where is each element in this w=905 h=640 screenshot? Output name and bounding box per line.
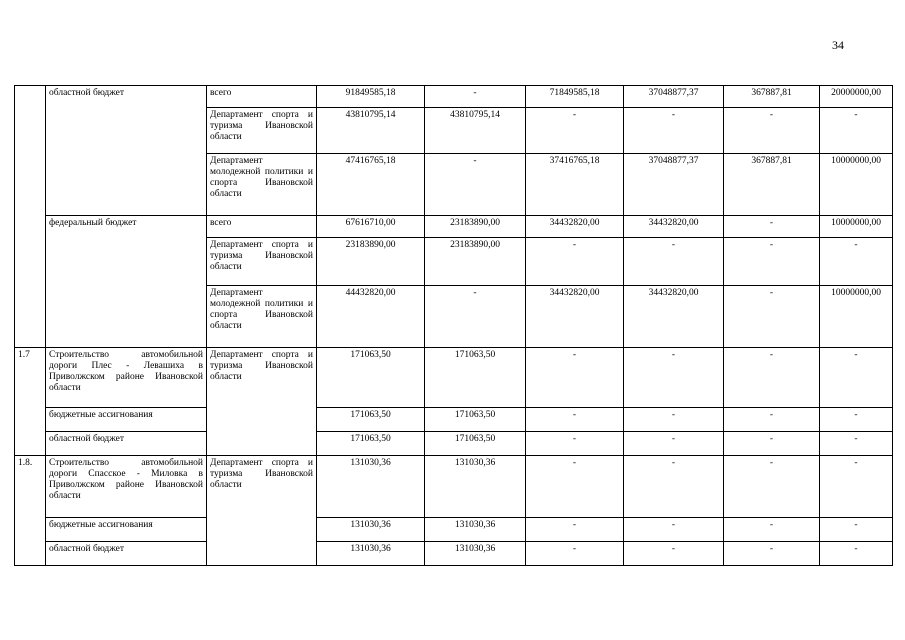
value-cell: - [526,408,624,432]
table-row [15,542,893,566]
value-cell: - [526,456,624,518]
source-cell: областной бюджет [46,542,207,566]
value-cell: - [820,542,893,566]
value-cell: 131030,36 [425,542,526,566]
value-cell: - [425,286,526,348]
executor-cell: всего [207,86,317,108]
value-cell: 44432820,00 [317,286,425,348]
executor-cell: Департамент спорта и туризма Ивановской области [207,348,317,456]
value-cell: - [724,286,820,348]
table-row [15,86,893,108]
executor-cell: Департамент спорта и туризма Ивановской области [207,456,317,566]
value-cell: - [624,348,724,408]
value-cell: 171063,50 [317,348,425,408]
budget-table [14,85,893,566]
value-cell: 34432820,00 [526,286,624,348]
value-cell: - [425,154,526,216]
executor-cell: Департамент спорта и туризма Ивановской области [207,108,317,154]
value-cell: 171063,50 [425,348,526,408]
table-row [15,348,893,408]
value-cell: - [526,542,624,566]
value-cell: 34432820,00 [624,286,724,348]
value-cell: - [624,408,724,432]
value-cell: - [624,432,724,456]
executor-cell: Департамент спорта и туризма Ивановской области [207,238,317,286]
value-cell: 10000000,00 [820,216,893,238]
value-cell: 131030,36 [317,456,425,518]
item-number: 1.8. [15,456,46,566]
value-cell: - [425,86,526,108]
value-cell: 131030,36 [317,542,425,566]
value-cell: - [724,518,820,542]
executor-cell: Департамент молодежной политики и спорта Ивановской области [207,286,317,348]
value-cell: - [724,348,820,408]
value-cell: - [624,542,724,566]
value-cell: - [724,432,820,456]
value-cell: 131030,36 [425,518,526,542]
value-cell: - [624,518,724,542]
value-cell: - [526,432,624,456]
value-cell: 71849585,18 [526,86,624,108]
value-cell: 37048877,37 [624,154,724,216]
source-cell: областной бюджет [46,432,207,456]
source-cell: областной бюджет [46,86,207,216]
value-cell: 34432820,00 [526,216,624,238]
value-cell: 10000000,00 [820,286,893,348]
value-cell: 171063,50 [425,432,526,456]
table-row [15,408,893,432]
value-cell: 43810795,14 [317,108,425,154]
value-cell: - [526,238,624,286]
table-row [15,456,893,518]
value-cell: 10000000,00 [820,154,893,216]
value-cell: - [724,456,820,518]
executor-cell: всего [207,216,317,238]
value-cell: - [820,238,893,286]
value-cell: 34432820,00 [624,216,724,238]
page-number: 34 [832,38,844,52]
value-cell: 20000000,00 [820,86,893,108]
value-cell: 23183890,00 [425,216,526,238]
table-row [15,216,893,238]
value-cell: - [526,348,624,408]
value-cell: - [724,238,820,286]
value-cell: 91849585,18 [317,86,425,108]
value-cell: 171063,50 [317,432,425,456]
value-cell: 43810795,14 [425,108,526,154]
value-cell: 23183890,00 [425,238,526,286]
value-cell: - [624,456,724,518]
value-cell: - [526,518,624,542]
value-cell: 367887,81 [724,86,820,108]
value-cell: 131030,36 [425,456,526,518]
value-cell: 37416765,18 [526,154,624,216]
executor-cell: Департамент молодежной политики и спорта Ивановской области [207,154,317,216]
value-cell: - [724,216,820,238]
value-cell: 367887,81 [724,154,820,216]
source-cell: бюджетные ассигнования [46,408,207,432]
item-name: Строительство автомобильной дороги Спасское - Миловка в Приволжском районе Ивановской области [46,456,207,518]
value-cell: 47416765,18 [317,154,425,216]
value-cell: - [820,432,893,456]
item-number: 1.7 [15,348,46,456]
value-cell: - [820,108,893,154]
value-cell: - [624,238,724,286]
value-cell: - [820,518,893,542]
value-cell: 37048877,37 [624,86,724,108]
value-cell: 23183890,00 [317,238,425,286]
table-row [15,432,893,456]
value-cell: - [820,408,893,432]
item-name: Строительство автомобильной дороги Плес - Левашиха в Приволжском районе Ивановской области [46,348,207,408]
value-cell: 171063,50 [425,408,526,432]
value-cell: - [526,108,624,154]
value-cell: - [724,408,820,432]
value-cell: 131030,36 [317,518,425,542]
value-cell: 171063,50 [317,408,425,432]
source-cell: бюджетные ассигнования [46,518,207,542]
table-row [15,518,893,542]
value-cell: 67616710,00 [317,216,425,238]
value-cell: - [724,108,820,154]
index-cell [15,86,46,348]
value-cell: - [820,456,893,518]
value-cell: - [820,348,893,408]
value-cell: - [724,542,820,566]
value-cell: - [624,108,724,154]
source-cell: федеральный бюджет [46,216,207,348]
